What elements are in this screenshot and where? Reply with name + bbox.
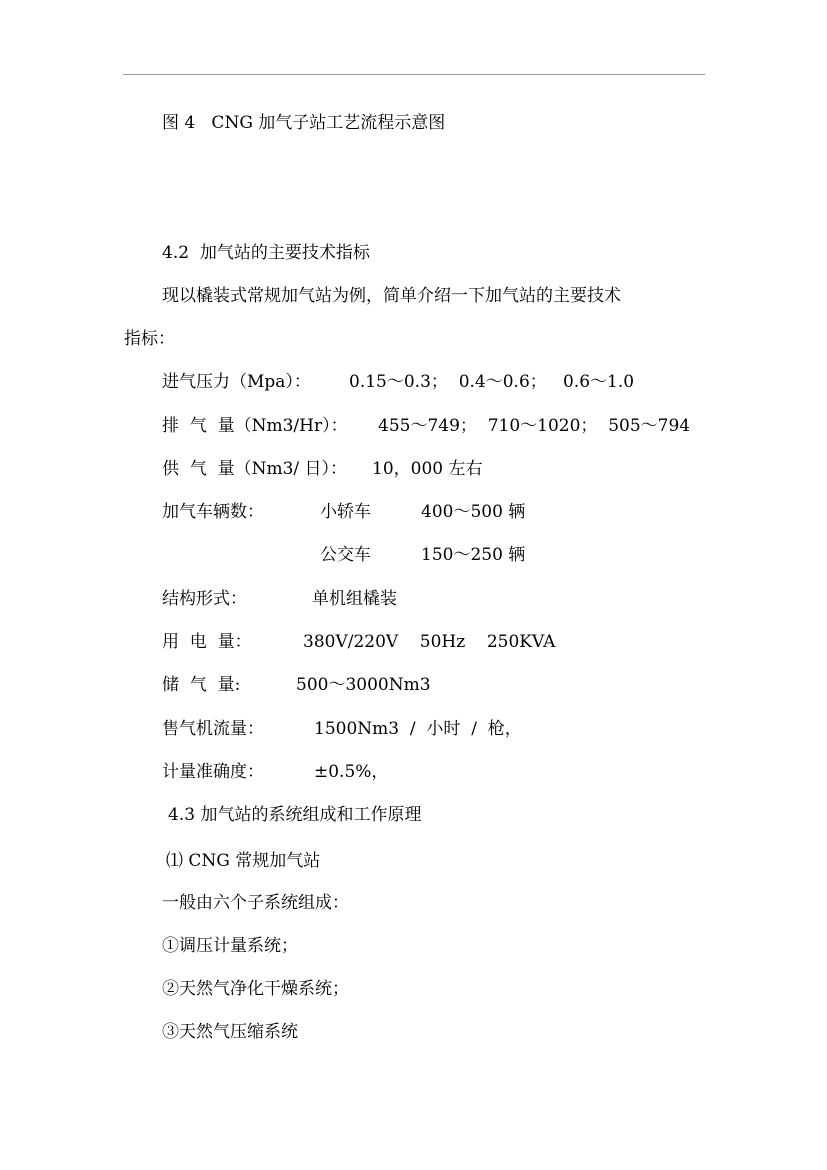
figure-caption: 图 4 CNG 加气子站工艺流程示意图: [162, 113, 446, 133]
spec-storage-value: 500～3000Nm3: [296, 675, 431, 695]
section-heading-4-3: 4.3 加气站的系统组成和工作原理: [168, 805, 422, 825]
spec-supply-label: 供 气 量（Nm3/ 日）：: [162, 459, 348, 479]
intro-text-line2: 指标：: [124, 329, 175, 349]
section-heading-4-2: 4.2 加气站的主要技术指标: [162, 243, 370, 263]
list-item: ③天然气压缩系统: [162, 1022, 298, 1042]
spec-displacement-values: 455～749； 710～1020； 505～794: [378, 416, 691, 436]
intro-text-line1: 现以橇装式常规加气站为例，简单介绍一下加气站的主要技术: [162, 286, 621, 306]
spec-accuracy-value: ±0.5%，: [314, 762, 389, 782]
spec-flow-value: 1500Nm3 / 小时 / 枪，: [314, 719, 522, 739]
spec-inlet-pressure-label: 进气压力（Mpa）：: [162, 372, 311, 392]
spec-power-value: 380V/220V 50Hz 250KVA: [303, 632, 556, 652]
list-item: ②天然气净化干燥系统；: [162, 979, 349, 999]
spec-car-range: 400～500 辆: [421, 502, 526, 522]
spec-structure-value: 单机组橇装: [312, 589, 397, 609]
spec-displacement-label: 排 气 量（Nm3/Hr）：: [162, 416, 348, 436]
subsystems-intro: 一般由六个子系统组成：: [162, 893, 349, 913]
spec-flow-label: 售气机流量：: [162, 719, 264, 739]
subsection-heading-cng: ⑴ CNG 常规加气站: [166, 851, 321, 871]
spec-accuracy-label: 计量准确度：: [162, 762, 264, 782]
spec-storage-label: 储 气 量:: [162, 675, 241, 695]
spec-structure-label: 结构形式：: [162, 589, 247, 609]
spec-inlet-pressure-values: 0.15～0.3； 0.4～0.6； 0.6～1.0: [349, 372, 635, 392]
spec-car-type: 小轿车: [320, 502, 371, 522]
spec-power-label: 用 电 量：: [162, 632, 252, 652]
spec-supply-value: 10，000 左右: [372, 459, 483, 479]
header-rule: [123, 74, 705, 75]
spec-bus-type: 公交车: [320, 545, 371, 565]
spec-vehicles-label: 加气车辆数：: [162, 502, 264, 522]
spec-bus-range: 150～250 辆: [421, 545, 526, 565]
list-item: ①调压计量系统；: [162, 936, 298, 956]
